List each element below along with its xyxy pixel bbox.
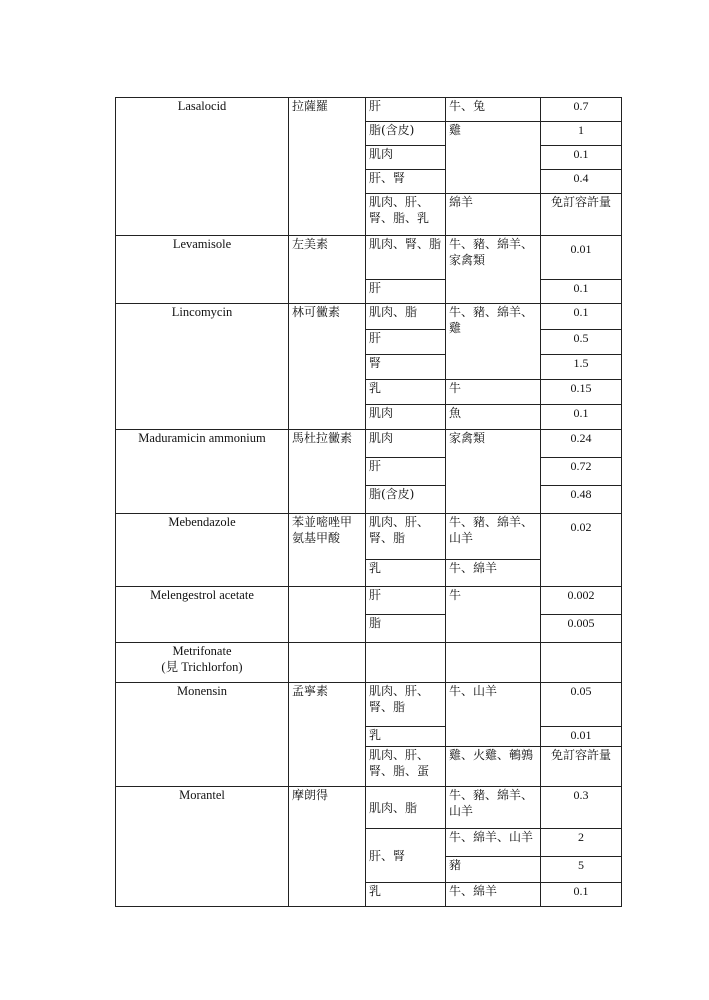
limit-value: 0.4 [541, 170, 622, 194]
chinese-name: 林可黴素 [289, 304, 366, 430]
tissue-cell: 脂 [366, 615, 446, 643]
chinese-name [289, 587, 366, 643]
drug-name: Levamisole [116, 236, 289, 304]
chinese-name: 馬杜拉黴素 [289, 430, 366, 514]
table-row [116, 236, 622, 280]
chinese-name: 苯並嘧唑甲氨基甲酸 [289, 514, 366, 587]
limit-value: 0.01 [541, 236, 622, 280]
tissue-cell: 乳 [366, 560, 446, 587]
drug-name: Maduramicin ammonium [116, 430, 289, 514]
drug-name: Lasalocid [116, 98, 289, 236]
tissue-cell: 肝 [366, 587, 446, 615]
limit-value: 0.002 [541, 587, 622, 615]
limit-value: 0.1 [541, 405, 622, 430]
tissue-cell: 腎 [366, 355, 446, 380]
table-row [116, 430, 622, 458]
species-cell: 牛 [446, 380, 541, 405]
species-cell: 牛、豬、綿羊、山羊 [446, 787, 541, 829]
tissue-cell: 肝 [366, 280, 446, 304]
limit-value: 0.1 [541, 304, 622, 330]
tissue-cell: 肝、腎 [366, 829, 446, 883]
tissue-cell: 肌肉、脂 [366, 304, 446, 330]
drug-name: Melengestrol acetate [116, 587, 289, 643]
species-cell: 牛、山羊 [446, 683, 541, 747]
species-cell: 豬 [446, 857, 541, 883]
drug-name: Monensin [116, 683, 289, 787]
table-row [116, 787, 622, 829]
species-cell: 牛、豬、綿羊、雞 [446, 304, 541, 380]
chinese-name [289, 643, 366, 683]
species-cell [446, 643, 541, 683]
tissue-cell: 肌肉、腎、脂 [366, 236, 446, 280]
limit-value [541, 643, 622, 683]
tissue-cell: 肌肉 [366, 430, 446, 458]
limit-value: 0.3 [541, 787, 622, 829]
drug-name: Lincomycin [116, 304, 289, 430]
tissue-cell: 肌肉、肝、腎、脂 [366, 683, 446, 727]
chinese-name: 拉薩羅 [289, 98, 366, 236]
drug-name-note: (見 Trichlorfon) [161, 660, 243, 674]
drug-name [116, 643, 289, 683]
limit-value: 免訂容許量 [541, 747, 622, 787]
chinese-name: 摩朗得 [289, 787, 366, 907]
limit-value: 1.5 [541, 355, 622, 380]
tissue-cell: 肌肉 [366, 146, 446, 170]
species-cell: 綿羊 [446, 194, 541, 236]
tissue-cell: 肌肉、肝、腎、脂、蛋 [366, 747, 446, 787]
tissue-cell [366, 643, 446, 683]
limit-value: 0.02 [541, 514, 622, 587]
table-row [116, 683, 622, 727]
limit-value: 0.1 [541, 280, 622, 304]
limit-value: 0.72 [541, 458, 622, 486]
species-cell: 雞 [446, 122, 541, 194]
chinese-name: 左美素 [289, 236, 366, 304]
tissue-cell: 肌肉、肝、腎、脂、乳 [366, 194, 446, 236]
species-cell: 牛、綿羊、山羊 [446, 829, 541, 857]
drug-name: Mebendazole [116, 514, 289, 587]
limit-value: 0.01 [541, 727, 622, 747]
limit-value: 0.24 [541, 430, 622, 458]
limit-value: 0.15 [541, 380, 622, 405]
tissue-cell: 肌肉、肝、腎、脂 [366, 514, 446, 560]
tissue-cell: 肝、腎 [366, 170, 446, 194]
drug-name-line: Metrifonate [172, 644, 232, 658]
limit-value: 0.7 [541, 98, 622, 122]
tissue-cell: 肝 [366, 98, 446, 122]
tissue-cell: 脂(含皮) [366, 122, 446, 146]
limit-value: 0.1 [541, 883, 622, 907]
limit-value: 0.5 [541, 330, 622, 355]
limit-value: 0.005 [541, 615, 622, 643]
table-row [116, 514, 622, 560]
drug-name: Morantel [116, 787, 289, 907]
tissue-cell: 乳 [366, 883, 446, 907]
table-row [116, 587, 622, 615]
species-cell: 牛、兔 [446, 98, 541, 122]
tissue-cell: 脂(含皮) [366, 486, 446, 514]
table-row [116, 643, 622, 683]
species-cell: 牛、綿羊 [446, 883, 541, 907]
species-cell: 牛、豬、綿羊、山羊 [446, 514, 541, 560]
species-cell: 家禽類 [446, 430, 541, 514]
species-cell: 牛、綿羊 [446, 560, 541, 587]
limit-value: 1 [541, 122, 622, 146]
limit-value: 0.48 [541, 486, 622, 514]
species-cell: 牛 [446, 587, 541, 643]
limit-value: 0.1 [541, 146, 622, 170]
tissue-cell: 乳 [366, 380, 446, 405]
chinese-name: 孟寧素 [289, 683, 366, 787]
tissue-cell: 肌肉 [366, 405, 446, 430]
table-row [116, 304, 622, 330]
table-row [116, 98, 622, 122]
limit-value: 免訂容許量 [541, 194, 622, 236]
tissue-cell: 乳 [366, 727, 446, 747]
limit-value: 2 [541, 829, 622, 857]
tissue-cell: 肝 [366, 330, 446, 355]
tissue-cell: 肌肉、脂 [366, 787, 446, 829]
species-cell: 魚 [446, 405, 541, 430]
species-cell: 雞、火雞、鵪鶉 [446, 747, 541, 787]
residue-limit-table [115, 97, 622, 907]
limit-value: 5 [541, 857, 622, 883]
limit-value: 0.05 [541, 683, 622, 727]
tissue-cell: 肝 [366, 458, 446, 486]
species-cell: 牛、豬、綿羊、家禽類 [446, 236, 541, 304]
